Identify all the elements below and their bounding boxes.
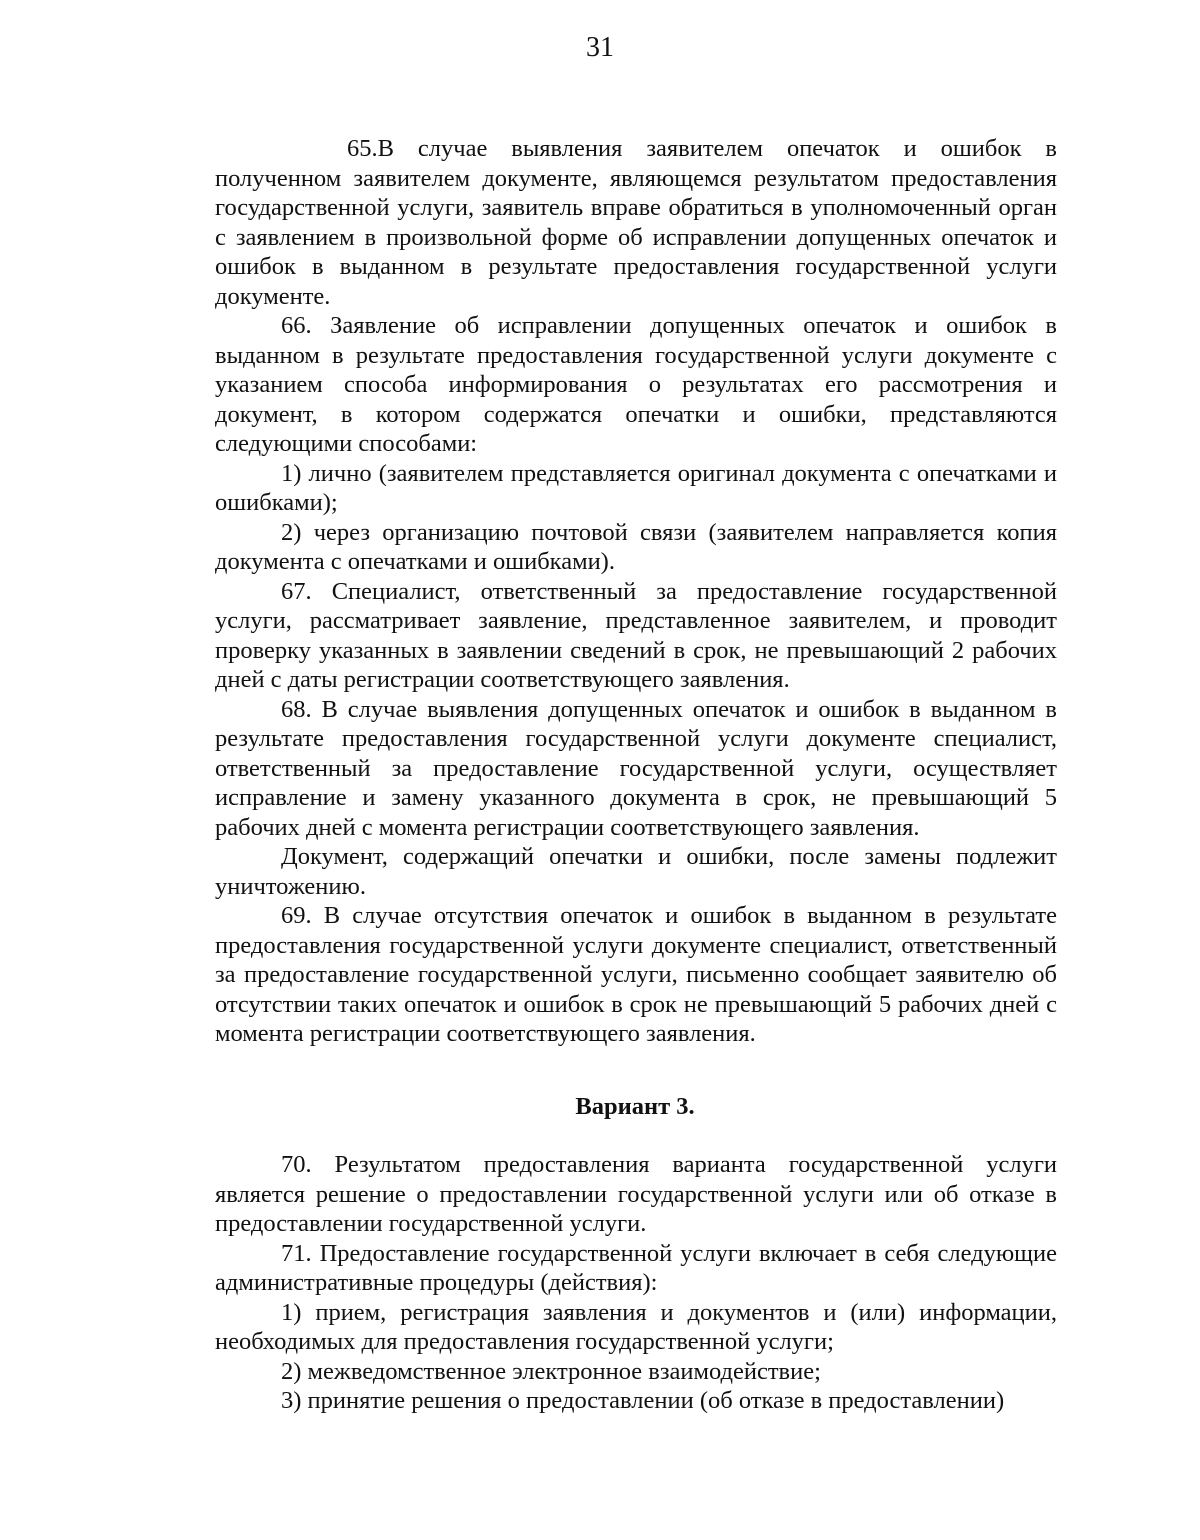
section-title: Вариант 3. [575, 1093, 695, 1120]
main-text [215, 134, 1057, 1049]
paragraph-68: 68. В случае выявления допущенных опечаток и ошибок в выданном в результате предоставления государственной услуги документе специалист, ответственный за предоставление государственной услуги, осуществляет исправление и замену указанного документа в срок, не превышающий 5 рабочих дней с момента регистрации соответствующего заявления. [215, 695, 1057, 841]
paragraph-69: 69. В случае отсутствия опечаток и ошибок в выданном в результате предоставления государственной услуги документе специалист, ответственный за предоставление государственной услуги, письменно сообщает заявителю об отсутствии таких опечаток и ошибок в срок не превышающий 5 рабочих дней с момента регистрации соответствующего заявления. [215, 902, 1057, 1047]
paragraph-71: 71. Предоставление государственной услуги включает в себя следующие административные процедуры (действия): [215, 1239, 1057, 1296]
section-text [215, 1150, 1057, 1416]
paragraph-66: 66. Заявление об исправлении допущенных опечаток и ошибок в выданном в результате предоставления государственной услуги документе с указанием способа информирования о результатах его рассмотрения и документ, в котором содержатся опечатки и ошибки, представляются следующими способами: [215, 312, 1057, 457]
paragraph-66-item-2: 2) через организацию почтовой связи (заявителем направляется копия документа с опечатками и ошибками). [215, 518, 1057, 575]
paragraph-68-note: Документ, содержащий опечатки и ошибки, после замены подлежит уничтожению. [215, 843, 1057, 900]
paragraph-71-item-3: 3) принятие решения о предоставлении (об отказе в предоставлении) [281, 1387, 1005, 1414]
page-number: 31 [586, 32, 614, 63]
paragraph-66-item-1: 1) лично (заявителем представляется оригинал документа с опечатками и ошибками); [215, 459, 1057, 516]
paragraph-67: 67. Специалист, ответственный за предоставление государственной услуги, рассматривает заявление, представленное заявителем, и проводит проверку указанных в заявлении сведений в срок, не превышающий 2 рабочих дней с даты регистрации соответствующего заявления. [215, 577, 1057, 693]
paragraph-71-item-1: 1) прием, регистрация заявления и документов и (или) информации, необходимых для предоставления государственной услуги; [215, 1298, 1057, 1355]
paragraph-70: 70. Результатом предоставления варианта государственной услуги является решение о предоставлении государственной услуги или об отказе в предоставлении государственной услуги. [215, 1151, 1057, 1237]
paragraph-65 [215, 134, 1057, 311]
paragraph-71-item-2: 2) межведомственное электронное взаимодействие; [281, 1357, 821, 1385]
paragraph-number: 65. [347, 135, 378, 162]
paragraph-text: В случае выявления заявителем опечаток и ошибок в полученном заявителем документе, являющемся результатом предоставления государственной услуги, заявитель вправе обратиться в уполномоченный орган с заявлением в произвольной форме об исправлении допущенных опечаток и ошибок в выданном в результате предоставления государственной услуги документе. [215, 135, 1057, 310]
